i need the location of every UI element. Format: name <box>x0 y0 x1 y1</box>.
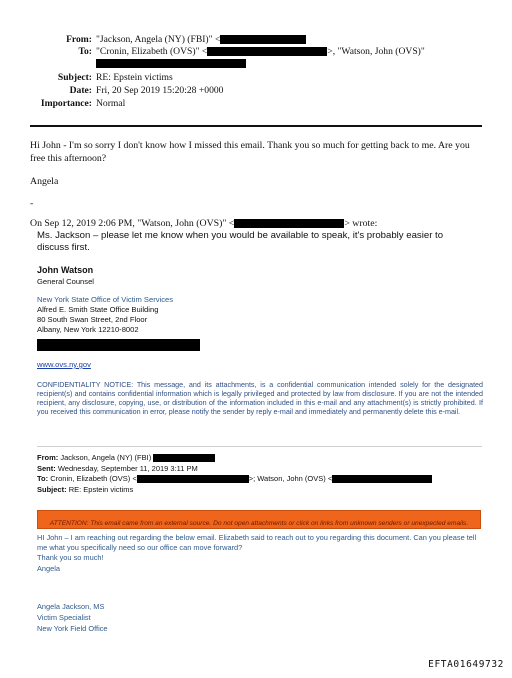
original-to-label: To: <box>37 474 49 483</box>
quoted-divider <box>37 446 482 447</box>
original-from-label: From: <box>37 453 59 462</box>
original-message: HI John – I am reaching out regarding the below email. Elizabeth said to reach out to you regarding this document. Can you please tell me what you specifically need so our office can move forward? <box>37 533 477 553</box>
confidentiality-notice: CONFIDENTIALITY NOTICE: This message, and its attachments, is a confidential communication intended solely for the designated recipient(s) and contains confidential information which is legally privileged and protected by law from disclosure. If you are not the intended recipient, any disclosure, copying, use, or distribution of the information included in this e-mail and any attachment(s) is strictly prohibited. If you received this communication in error, please notify the sender by reply e-mail and immediately and permanently delete this e-mail. <box>37 381 483 417</box>
original-sent-label: Sent: <box>37 463 56 473</box>
date-label: Date: <box>69 85 92 96</box>
quoted-org: New York State Office of Victim Services <box>37 295 174 304</box>
to-text-1: "Cronin, Elizabeth (OVS)" < <box>96 46 208 57</box>
website-link[interactable]: www.ovs.ny.gov <box>37 360 91 369</box>
from-text: "Jackson, Angela (NY) (FBI)" < <box>96 34 221 45</box>
redaction-box <box>137 475 249 483</box>
external-warning-text: ATTENTION: This email came from an external source. Do not open attachments or click on links from unknown senders or unexpected emails. <box>49 520 469 527</box>
original-to-row <box>37 474 482 485</box>
to-label: To: <box>78 46 92 57</box>
original-to-text-2: >; Watson, John (OVS) < <box>248 474 333 483</box>
from-value <box>96 34 306 46</box>
original-body <box>37 533 483 574</box>
body-dash: - <box>30 198 34 209</box>
quoted-sig-title: General Counsel <box>37 277 94 286</box>
redaction-box <box>207 47 327 56</box>
quoted-address-2: 80 South Swan Street, 2nd Floor <box>37 315 148 324</box>
external-warning-banner <box>37 510 481 529</box>
quote-intro-text: On Sep 12, 2019 2:06 PM, "Watson, John (OVS)" < <box>30 218 235 229</box>
document-id: EFTA01649732 <box>428 659 504 670</box>
quote-intro-end: > wrote: <box>344 218 378 229</box>
date-value: Fri, 20 Sep 2019 15:20:28 +0000 <box>96 85 224 96</box>
quoted-address-3: Albany, New York 12210-8002 <box>37 325 139 334</box>
original-subject-row <box>37 485 482 496</box>
original-sig-name: Angela Jackson, MS <box>37 602 105 611</box>
from-label: From: <box>66 34 92 45</box>
redaction-box <box>153 454 215 462</box>
to-value <box>96 46 425 58</box>
quoted-sig-name: John Watson <box>37 265 94 275</box>
subject-value: RE: Epstein victims <box>96 72 173 83</box>
original-subject-label: Subject: <box>37 484 67 494</box>
redaction-box <box>332 475 432 483</box>
redaction-box <box>37 339 200 351</box>
original-from-row <box>37 453 482 464</box>
importance-label: Importance: <box>40 98 92 109</box>
header-divider <box>30 125 482 127</box>
original-sig-title: Victim Specialist <box>37 612 91 622</box>
original-signoff: Angela <box>37 563 61 573</box>
body-signoff: Angela <box>30 176 59 187</box>
body-message: Hi John - I'm so sorry I don't know how I missed this email. Thank you so much for getting back to me. Are you free this afternoon? <box>30 140 470 164</box>
quoted-address-1: Alfred E. Smith State Office Building <box>37 305 159 314</box>
original-sent-row <box>37 464 482 475</box>
original-subject-value: RE: Epstein victims <box>68 484 134 494</box>
redaction-box <box>234 219 344 228</box>
quoted-message: Ms. Jackson – please let me know when you would be available to speak, it's probably easier to discuss first. <box>37 230 444 253</box>
original-header <box>37 453 482 495</box>
redaction-box <box>96 59 246 68</box>
to-value-2 <box>96 58 246 70</box>
redaction-box <box>220 35 306 44</box>
original-sig-office: New York Field Office <box>37 623 108 633</box>
quote-intro <box>30 218 377 229</box>
importance-value: Normal <box>96 98 126 109</box>
to-text-2: >, "Watson, John (OVS)" <box>327 46 425 57</box>
email-header <box>36 34 476 114</box>
original-to-text-1: Cronin, Elizabeth (OVS) < <box>50 474 137 483</box>
original-sent-value: Wednesday, September 11, 2019 3:11 PM <box>57 463 198 473</box>
original-thanks: Thank you so much! <box>37 553 104 563</box>
original-from-value: Jackson, Angela (NY) (FBI) <box>60 453 152 462</box>
subject-label: Subject: <box>57 72 92 83</box>
original-signature <box>37 602 108 634</box>
